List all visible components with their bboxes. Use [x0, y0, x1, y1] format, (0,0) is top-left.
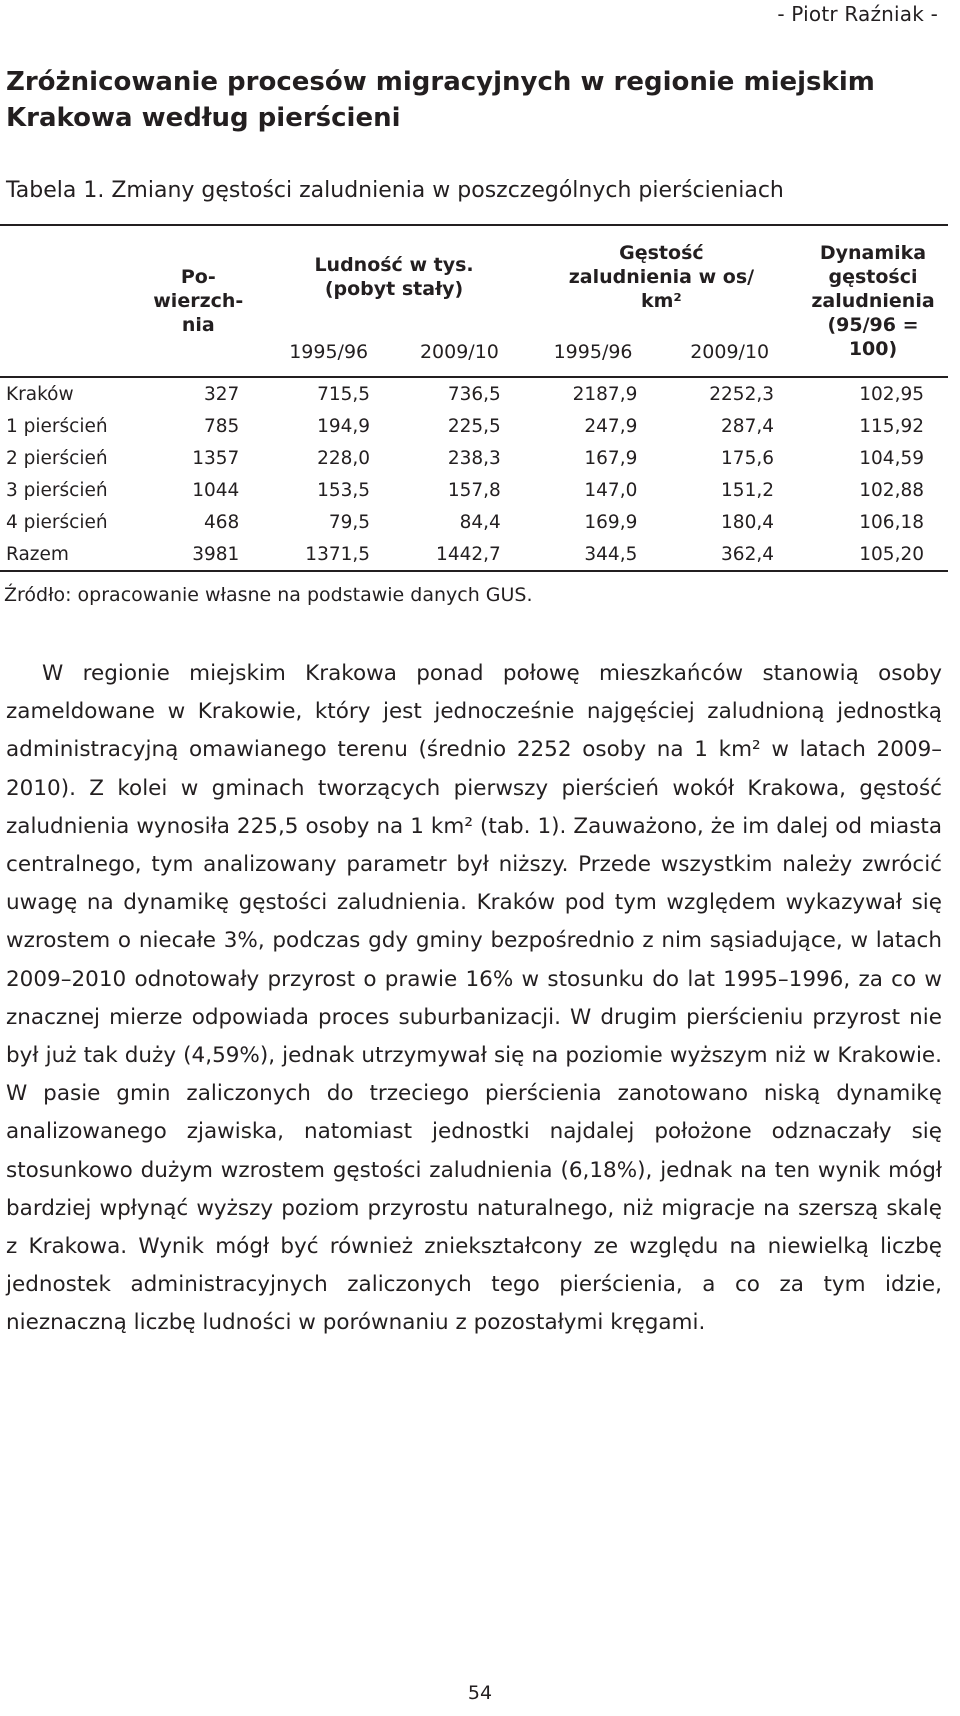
cell-ludnosc-1995: 228,0: [317, 447, 371, 469]
col-header-year: 2009/10: [394, 328, 525, 377]
cell-gestosc-1995: 147,0: [584, 479, 638, 501]
cell-gestosc-2009: 287,4: [721, 415, 774, 437]
row-name: 1 pierścień: [6, 415, 108, 437]
col-header-year: 1995/96: [525, 328, 662, 377]
col-header-year: 1995/96: [263, 328, 394, 377]
cell-gestosc-2009: 180,4: [721, 511, 774, 533]
table-row: [0, 506, 948, 538]
data-table: [0, 224, 948, 572]
cell-dynamika: 102,95: [859, 383, 924, 405]
table-caption: Tabela 1. Zmiany gęstości zaludnienia w poszczególnych pierścieniach: [6, 178, 784, 203]
cell-ludnosc-2009: 157,8: [447, 479, 501, 501]
data-table-container: [0, 224, 948, 572]
col-header-ludnosc: Ludność w tys. (pobyt stały): [314, 254, 474, 300]
table-row: [0, 442, 948, 474]
table-row: [0, 474, 948, 506]
table-row: [0, 410, 948, 442]
cell-dynamika: 105,20: [798, 538, 948, 571]
cell-area: 3981: [159, 538, 264, 571]
cell-gestosc-1995: 344,5: [525, 538, 662, 571]
cell-dynamika: 104,59: [859, 447, 924, 469]
col-header-powierzchnia: Po- wierzch- nia: [153, 266, 244, 336]
cell-gestosc-2009: 151,2: [721, 479, 774, 501]
cell-gestosc-2009: 175,6: [721, 447, 774, 469]
row-name: Razem: [0, 538, 159, 571]
cell-area: 1357: [192, 447, 240, 469]
cell-gestosc-1995: 169,9: [584, 511, 638, 533]
page-number: 54: [467, 1682, 493, 1704]
row-name: 2 pierścień: [6, 447, 108, 469]
cell-gestosc-1995: 2187,9: [572, 383, 638, 405]
row-name: 3 pierścień: [6, 479, 108, 501]
table-source-note: Źródło: opracowanie własne na podstawie danych GUS.: [4, 584, 533, 606]
cell-area: 1044: [192, 479, 240, 501]
cell-ludnosc-2009: 238,3: [447, 447, 501, 469]
cell-ludnosc-1995: 715,5: [317, 383, 371, 405]
section-title: Zróżnicowanie procesów migracyjnych w regionie miejskim Krakowa według pierścieni: [6, 67, 875, 133]
row-name: Kraków: [6, 383, 74, 405]
cell-ludnosc-1995: 79,5: [328, 511, 371, 533]
table-row: [0, 377, 948, 410]
cell-gestosc-1995: 247,9: [584, 415, 638, 437]
cell-dynamika: 115,92: [859, 415, 924, 437]
body-paragraph: W regionie miejskim Krakowa ponad połowę mieszkańców stanowią osoby zameldowane w Krakowie, który jest jednocześnie najgęściej zaludnioną jednostką administracyjną omawianego terenu (średnio 2252 osoby na 1 km² w latach 2009–2010). Z kolei w gminach tworzących pierwszy pierścień wokół Krakowa, gęstość zaludnienia wynosiła 225,5 osoby na 1 km² (tab. 1). Zauważono, że im dalej od miasta centralnego, tym analizowany parametr był niższy. Przede wszystkim należy zwrócić uwagę na dynamikę gęstości zaludnienia. Kraków pod tym względem wykazywał się wzrostem o niecałe 3%, podczas gdy gminy bezpośrednio z nim sąsiadujące, w latach 2009–2010 odnotowały przyrost o prawie 16% w stosunku do lat 1995–1996, za co w znacznej mierze odpowiada proces suburbanizacji. W drugim pierścieniu przyrost nie był już tak duży (4,59%), jednak utrzymywał się na poziomie wyższym niż w Krakowie. W pasie gmin zaliczonych do trzeciego pierścienia zanotowano niską dynamikę analizowanego zjawiska, natomiast jednostki najdalej położone odznaczały się stosunkowo dużym wzrostem gęstości zaludnienia (6,18%), jednak na ten wynik mógł bardziej wpłynąć wyższy poziom przyrostu naturalnego, niż migracje na szerszą skalę z Krakowa. Wynik mógł być również zniekształcony ze względu na niewielką liczbę jednostek administracyjnych zaliczonych tego pierścienia, a co za tym idzie, nieznaczną liczbę ludności w porównaniu z pozostałymi kręgami.: [6, 661, 942, 1336]
row-name: 4 pierścień: [6, 511, 108, 533]
cell-area: 468: [203, 511, 240, 533]
cell-ludnosc-2009: 736,5: [447, 383, 501, 405]
cell-gestosc-2009: 2252,3: [709, 383, 774, 405]
col-header-gestosc: Gęstość zaludnienia w os/ km²: [568, 242, 755, 312]
table-row-total: [0, 538, 948, 571]
cell-gestosc-2009: 362,4: [661, 538, 798, 571]
cell-area: 785: [203, 415, 240, 437]
cell-ludnosc-2009: 225,5: [447, 415, 501, 437]
col-header-dynamika: Dynamika gęstości zaludnienia (95/96 = 100): [798, 225, 948, 377]
cell-ludnosc-2009: 1442,7: [394, 538, 525, 571]
cell-ludnosc-2009: 84,4: [459, 511, 501, 533]
cell-ludnosc-1995: 153,5: [317, 479, 371, 501]
cell-ludnosc-1995: 194,9: [317, 415, 371, 437]
running-header-author: - Piotr Raźniak -: [777, 2, 938, 26]
cell-gestosc-1995: 167,9: [584, 447, 638, 469]
cell-ludnosc-1995: 1371,5: [263, 538, 394, 571]
cell-dynamika: 102,88: [859, 479, 924, 501]
cell-dynamika: 106,18: [859, 511, 924, 533]
col-header-year: 2009/10: [661, 328, 798, 377]
cell-area: 327: [203, 383, 240, 405]
